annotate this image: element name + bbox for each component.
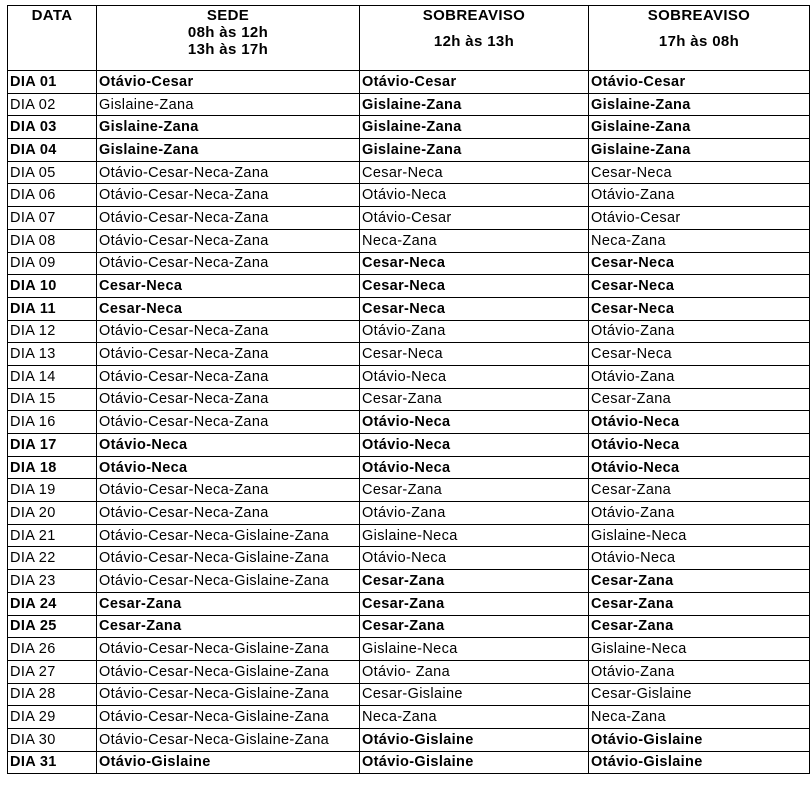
sede-cell: Otávio-Cesar-Neca-Gislaine-Zana <box>97 728 360 751</box>
sobreaviso-1-cell: Otávio-Neca <box>360 434 589 457</box>
header-row <box>8 6 810 71</box>
sobreaviso-1-cell: Cesar-Zana <box>360 388 589 411</box>
table-row <box>8 71 810 94</box>
sede-cell: Otávio-Cesar-Neca-Gislaine-Zana <box>97 547 360 570</box>
table-row <box>8 275 810 298</box>
table-row <box>8 660 810 683</box>
day-cell: DIA 13 <box>8 343 97 366</box>
header-sob1-hours: 12h às 13h <box>433 33 515 50</box>
sobreaviso-2-cell: Otávio-Neca <box>589 456 810 479</box>
sobreaviso-2-cell: Otávio-Cesar <box>589 207 810 230</box>
day-cell: DIA 25 <box>8 615 97 638</box>
sobreaviso-1-cell: Cesar-Zana <box>360 479 589 502</box>
schedule-body <box>8 71 810 774</box>
sobreaviso-1-cell: Cesar-Zana <box>360 570 589 593</box>
sobreaviso-2-cell: Cesar-Gislaine <box>589 683 810 706</box>
sede-cell: Otávio-Cesar-Neca-Zana <box>97 252 360 275</box>
sobreaviso-2-cell: Otávio-Zana <box>589 320 810 343</box>
sede-cell: Otávio-Cesar-Neca-Gislaine-Zana <box>97 660 360 683</box>
day-cell: DIA 20 <box>8 502 97 525</box>
table-row <box>8 365 810 388</box>
table-row <box>8 570 810 593</box>
header-sede-hours-1: 08h às 12h <box>187 24 269 41</box>
day-cell: DIA 08 <box>8 229 97 252</box>
table-row <box>8 479 810 502</box>
sobreaviso-2-cell: Otávio-Neca <box>589 411 810 434</box>
sobreaviso-2-cell: Otávio-Gislaine <box>589 728 810 751</box>
table-row <box>8 252 810 275</box>
sede-cell: Gislaine-Zana <box>97 93 360 116</box>
sede-cell: Otávio-Neca <box>97 434 360 457</box>
day-cell: DIA 10 <box>8 275 97 298</box>
sede-cell: Gislaine-Zana <box>97 116 360 139</box>
sobreaviso-1-cell: Cesar-Neca <box>360 343 589 366</box>
sede-cell: Otávio-Cesar <box>97 71 360 94</box>
sobreaviso-1-cell: Otávio-Neca <box>360 411 589 434</box>
sobreaviso-1-cell: Otávio-Cesar <box>360 207 589 230</box>
sobreaviso-1-cell: Otávio-Gislaine <box>360 728 589 751</box>
sobreaviso-1-cell: Cesar-Neca <box>360 275 589 298</box>
table-row <box>8 547 810 570</box>
table-row <box>8 434 810 457</box>
sobreaviso-1-cell: Cesar-Neca <box>360 161 589 184</box>
sede-cell: Otávio-Cesar-Neca-Zana <box>97 502 360 525</box>
sobreaviso-2-cell: Otávio-Zana <box>589 184 810 207</box>
day-cell: DIA 14 <box>8 365 97 388</box>
day-cell: DIA 16 <box>8 411 97 434</box>
sobreaviso-1-cell: Gislaine-Neca <box>360 524 589 547</box>
sede-cell: Otávio-Cesar-Neca-Zana <box>97 229 360 252</box>
sobreaviso-1-cell: Cesar-Gislaine <box>360 683 589 706</box>
day-cell: DIA 15 <box>8 388 97 411</box>
sede-cell: Otávio-Cesar-Neca-Zana <box>97 184 360 207</box>
sobreaviso-1-cell: Otávio-Neca <box>360 184 589 207</box>
day-cell: DIA 09 <box>8 252 97 275</box>
sobreaviso-1-cell: Gislaine-Zana <box>360 139 589 162</box>
sobreaviso-1-cell: Gislaine-Neca <box>360 638 589 661</box>
day-cell: DIA 24 <box>8 592 97 615</box>
sede-cell: Gislaine-Zana <box>97 139 360 162</box>
sobreaviso-2-cell: Otávio-Gislaine <box>589 751 810 774</box>
sede-cell: Cesar-Zana <box>97 615 360 638</box>
sobreaviso-2-cell: Cesar-Neca <box>589 275 810 298</box>
day-cell: DIA 07 <box>8 207 97 230</box>
day-cell: DIA 26 <box>8 638 97 661</box>
table-row <box>8 411 810 434</box>
day-cell: DIA 31 <box>8 751 97 774</box>
sobreaviso-2-cell: Otávio-Zana <box>589 660 810 683</box>
sobreaviso-2-cell: Neca-Zana <box>589 229 810 252</box>
sobreaviso-1-cell: Otávio-Neca <box>360 365 589 388</box>
sede-cell: Otávio-Cesar-Neca-Zana <box>97 411 360 434</box>
sobreaviso-1-cell: Cesar-Zana <box>360 592 589 615</box>
sede-cell: Otávio-Cesar-Neca-Gislaine-Zana <box>97 683 360 706</box>
sobreaviso-2-cell: Cesar-Zana <box>589 615 810 638</box>
sobreaviso-2-cell: Gislaine-Zana <box>589 116 810 139</box>
sobreaviso-1-cell: Neca-Zana <box>360 229 589 252</box>
sede-cell: Cesar-Zana <box>97 592 360 615</box>
day-cell: DIA 30 <box>8 728 97 751</box>
sobreaviso-2-cell: Cesar-Zana <box>589 388 810 411</box>
day-cell: DIA 19 <box>8 479 97 502</box>
sobreaviso-2-cell: Neca-Zana <box>589 706 810 729</box>
sobreaviso-2-cell: Gislaine-Neca <box>589 524 810 547</box>
day-cell: DIA 17 <box>8 434 97 457</box>
sede-cell: Otávio-Cesar-Neca-Zana <box>97 365 360 388</box>
sede-cell: Otávio-Cesar-Neca-Zana <box>97 161 360 184</box>
sobreaviso-1-cell: Otávio- Zana <box>360 660 589 683</box>
table-row <box>8 161 810 184</box>
day-cell: DIA 11 <box>8 297 97 320</box>
sobreaviso-2-cell: Cesar-Neca <box>589 343 810 366</box>
sede-cell: Otávio-Cesar-Neca-Gislaine-Zana <box>97 524 360 547</box>
table-row <box>8 592 810 615</box>
table-row <box>8 207 810 230</box>
table-row <box>8 456 810 479</box>
sede-cell: Otávio-Cesar-Neca-Zana <box>97 207 360 230</box>
sobreaviso-1-cell: Cesar-Zana <box>360 615 589 638</box>
sobreaviso-1-cell: Cesar-Neca <box>360 252 589 275</box>
sobreaviso-1-cell: Otávio-Neca <box>360 547 589 570</box>
sede-cell: Otávio-Cesar-Neca-Zana <box>97 343 360 366</box>
day-cell: DIA 03 <box>8 116 97 139</box>
day-cell: DIA 21 <box>8 524 97 547</box>
sobreaviso-1-cell: Gislaine-Zana <box>360 116 589 139</box>
sede-cell: Otávio-Cesar-Neca-Zana <box>97 320 360 343</box>
sede-cell: Otávio-Cesar-Neca-Zana <box>97 388 360 411</box>
sede-cell: Cesar-Neca <box>97 275 360 298</box>
table-row <box>8 139 810 162</box>
sobreaviso-1-cell: Cesar-Neca <box>360 297 589 320</box>
table-row <box>8 388 810 411</box>
sobreaviso-1-cell: Neca-Zana <box>360 706 589 729</box>
table-row <box>8 229 810 252</box>
header-sob2-title: SOBREAVISO <box>647 7 751 24</box>
day-cell: DIA 01 <box>8 71 97 94</box>
sobreaviso-2-cell: Otávio-Neca <box>589 547 810 570</box>
sobreaviso-2-cell: Cesar-Zana <box>589 570 810 593</box>
sobreaviso-2-cell: Otávio-Zana <box>589 502 810 525</box>
sede-cell: Otávio-Cesar-Neca-Gislaine-Zana <box>97 638 360 661</box>
table-row <box>8 184 810 207</box>
day-cell: DIA 23 <box>8 570 97 593</box>
table-row <box>8 343 810 366</box>
header-data-label: DATA <box>31 7 73 24</box>
header-sob1-title: SOBREAVISO <box>422 7 526 24</box>
day-cell: DIA 12 <box>8 320 97 343</box>
table-row <box>8 524 810 547</box>
sede-cell: Otávio-Neca <box>97 456 360 479</box>
table-row <box>8 502 810 525</box>
sobreaviso-2-cell: Cesar-Neca <box>589 297 810 320</box>
table-row <box>8 93 810 116</box>
table-row <box>8 706 810 729</box>
day-cell: DIA 06 <box>8 184 97 207</box>
sede-cell: Otávio-Gislaine <box>97 751 360 774</box>
table-row <box>8 751 810 774</box>
day-cell: DIA 05 <box>8 161 97 184</box>
table-row <box>8 116 810 139</box>
table-row <box>8 320 810 343</box>
table-row <box>8 683 810 706</box>
sobreaviso-1-cell: Otávio-Zana <box>360 502 589 525</box>
table-row <box>8 615 810 638</box>
sobreaviso-2-cell: Otávio-Cesar <box>589 71 810 94</box>
sobreaviso-2-cell: Cesar-Neca <box>589 252 810 275</box>
day-cell: DIA 04 <box>8 139 97 162</box>
sobreaviso-1-cell: Otávio-Neca <box>360 456 589 479</box>
sobreaviso-2-cell: Gislaine-Zana <box>589 93 810 116</box>
header-data <box>8 6 97 71</box>
sobreaviso-2-cell: Cesar-Zana <box>589 592 810 615</box>
sobreaviso-2-cell: Otávio-Neca <box>589 434 810 457</box>
sobreaviso-2-cell: Gislaine-Zana <box>589 139 810 162</box>
header-sobreaviso-1 <box>360 6 589 71</box>
table-row <box>8 638 810 661</box>
sobreaviso-1-cell: Gislaine-Zana <box>360 93 589 116</box>
day-cell: DIA 02 <box>8 93 97 116</box>
day-cell: DIA 27 <box>8 660 97 683</box>
header-sob2-hours: 17h às 08h <box>658 33 740 50</box>
day-cell: DIA 22 <box>8 547 97 570</box>
day-cell: DIA 28 <box>8 683 97 706</box>
sobreaviso-2-cell: Cesar-Neca <box>589 161 810 184</box>
sobreaviso-1-cell: Otávio-Gislaine <box>360 751 589 774</box>
table-row <box>8 728 810 751</box>
table-row <box>8 297 810 320</box>
schedule-table <box>7 5 810 774</box>
header-sede-title: SEDE <box>206 7 250 24</box>
sobreaviso-2-cell: Cesar-Zana <box>589 479 810 502</box>
header-sede <box>97 6 360 71</box>
day-cell: DIA 18 <box>8 456 97 479</box>
sobreaviso-1-cell: Otávio-Zana <box>360 320 589 343</box>
day-cell: DIA 29 <box>8 706 97 729</box>
sede-cell: Otávio-Cesar-Neca-Zana <box>97 479 360 502</box>
sede-cell: Otávio-Cesar-Neca-Gislaine-Zana <box>97 570 360 593</box>
header-sobreaviso-2 <box>589 6 810 71</box>
sobreaviso-1-cell: Otávio-Cesar <box>360 71 589 94</box>
sobreaviso-2-cell: Gislaine-Neca <box>589 638 810 661</box>
sede-cell: Otávio-Cesar-Neca-Gislaine-Zana <box>97 706 360 729</box>
sobreaviso-2-cell: Otávio-Zana <box>589 365 810 388</box>
sede-cell: Cesar-Neca <box>97 297 360 320</box>
header-sede-hours-2: 13h às 17h <box>187 41 269 58</box>
